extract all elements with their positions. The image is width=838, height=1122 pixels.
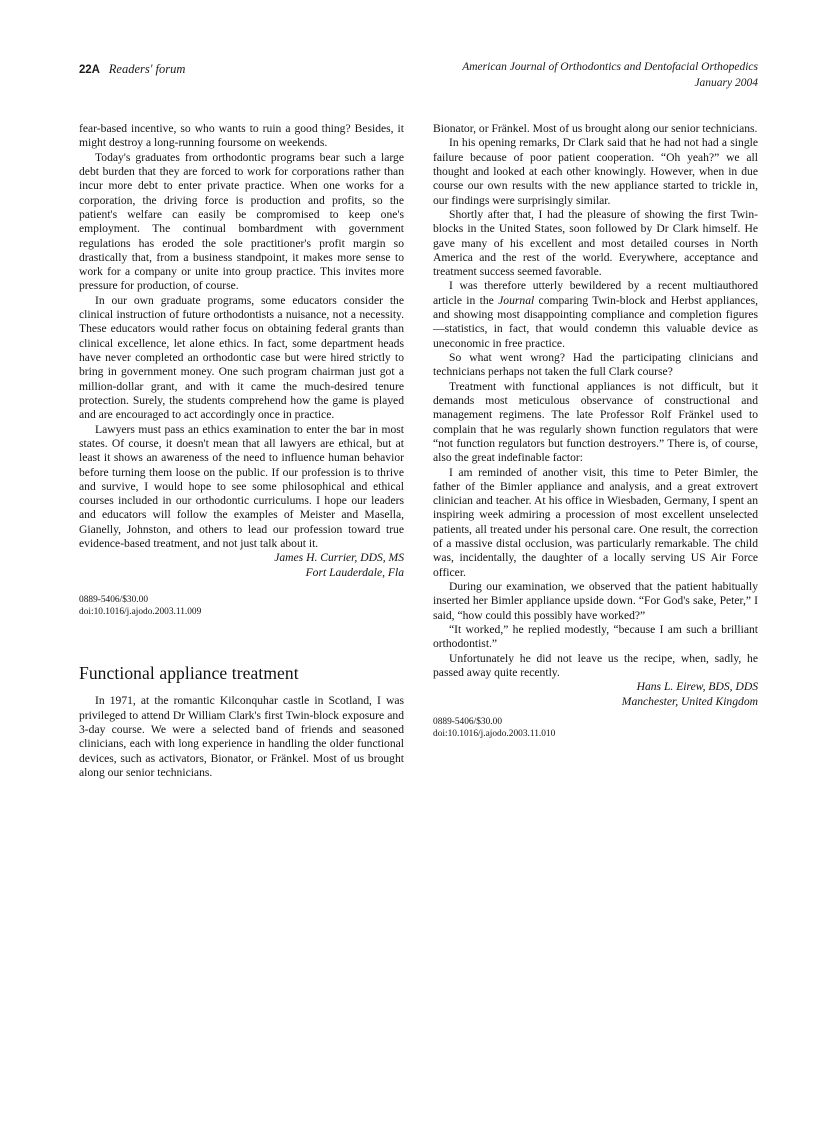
- article-title: Functional appliance treatment: [79, 663, 299, 684]
- journal-italic-mention: Journal: [498, 293, 535, 307]
- signature-affiliation: Manchester, United Kingdom: [621, 694, 758, 708]
- running-head-left: [79, 60, 185, 78]
- letter-signature: [433, 680, 758, 709]
- paragraph-continuation-text: Bionator, or Fränkel. Most of us brought along our senior technicians.: [433, 122, 758, 135]
- doi-code: doi:10.1016/j.ajodo.2003.11.010: [433, 729, 556, 740]
- paragraph: During our examination, we observed that the patient habitually inserted her Bimler appliance upside down. “For God's sake, Peter,” I said, “how could this possibly have worked?”: [433, 580, 758, 622]
- paragraph: In 1971, at the romantic Kilconquhar castle in Scotland, I was privileged to attend Dr William Clark's first Twin-block exposure and 3-day course. We were a selected band of friends and seasoned clinicians, each with long experience in handling the older functional devices, such as activators, Bionator, or Fränkel. Most of us brought along our senior technicians.: [79, 694, 404, 779]
- doi-code: doi:10.1016/j.ajodo.2003.11.009: [79, 607, 202, 618]
- paragraph: Lawyers must pass an ethics examination to enter the bar in most states. Of course, it doesn't mean that all lawyers are ethical, but at least it shows an awareness of the need to influence human behavior before turning them loose on the public. If our profession is to thrive and survive, I would hope to see some philosophical and ethical courses included in our orthodontic curriculums. I hope our leaders and educators will follow the examples of Meister and Masella, Gianelly, Johnston, and others to lead our profession toward true evidence-based treatment, and not just talk about it.: [79, 422, 404, 551]
- signature-affiliation: Fort Lauderdale, Fla: [305, 565, 404, 579]
- article-codes: [433, 716, 758, 740]
- issn-code: 0889-5406/$30.00: [433, 716, 503, 727]
- signature-author: Hans L. Eirew, BDS, DDS: [636, 680, 758, 694]
- paragraph: In our own graduate programs, some educators consider the clinical instruction of future orthodontists a nuisance, not a necessity. These educators would rather focus on obtaining federal grants than clinical excellence, let alone ethics. In fact, some department heads have never completed an orthodontic case but were hired strictly to bring in government money. One such program chairman just got a million-dollar grant, and with it came the much-desired tenure protection. Surely, the students comprehend how the game is played and are encouraged to act accordingly once in practice.: [79, 293, 404, 422]
- right-column: [433, 122, 758, 740]
- paragraph: So what went wrong? Had the participating clinicians and technicians perhaps not taken the full Clark course?: [433, 351, 758, 379]
- section-title: Readers' forum: [108, 62, 186, 76]
- reference-text-after: comparing Twin-block and Herbst appliances, and showing most disappointing compliance and completion figures—statistics, in fact, that would condemn this valuable device as uneconomic in free practice.: [433, 293, 758, 350]
- paragraph: Treatment with functional appliances is not difficult, but it demands most meticulous observance of constructional and management regimens. The late Professor Rolf Fränkel used to complain that he was regularly shown function regulators that were “not function regulators but function destroyers.” There is, of course, also the great indefinable factor:: [433, 379, 758, 465]
- paragraph: Shortly after that, I had the pleasure of showing the first Twin-blocks in the United States, soon followed by Dr Clark himself. He gave many of his excellent and most detailed courses in North America and the rest of the world. Everywhere, acceptance and treatment success seemed favorable.: [433, 207, 758, 279]
- paragraph: In his opening remarks, Dr Clark said that he had not had a single failure because of poor patient cooperation. “Oh yeah?” we all thought and looked at each other knowingly. However, when in due course our own results with the new appliance started to trickle in, our findings were surprisingly similar.: [433, 136, 758, 207]
- running-head: [79, 60, 758, 96]
- paragraph: Unfortunately he did not leave us the recipe, when, sadly, he passed away quite recently.: [433, 651, 758, 679]
- paragraph: “It worked,” he replied modestly, “because I am such a brilliant orthodontist.”: [433, 622, 758, 651]
- running-head-right: [462, 60, 758, 91]
- issue-date: January 2004: [694, 76, 758, 89]
- letter-signature: [79, 551, 404, 580]
- article-codes: [79, 594, 404, 618]
- paragraph-continuation: [433, 122, 758, 136]
- journal-name: American Journal of Orthodontics and Dentofacial Orthopedics: [462, 61, 758, 73]
- reference-text-before: I was therefore utterly bewildered by a recent multiauthored article in the: [433, 279, 758, 307]
- paragraph: I am reminded of another visit, this time to Peter Bimler, the father of the Bimler appliance and analysis, and a great extrovert clinician and teacher. At his office in Wiesbaden, Germany, I spent an inspiring week admiring a procession of most excellent unselected patients, all treated under his personal care. One result, the correction of a massive distal occlusion, was particularly remarkable. The child was, incidentally, the daughter of a locally serving US Air Force officer.: [433, 465, 758, 579]
- left-column: [79, 122, 404, 780]
- signature-author: James H. Currier, DDS, MS: [274, 551, 404, 565]
- paragraph: fear-based incentive, so who wants to ruin a good thing? Besides, it might destroy a long-running foursome on weekends.: [79, 122, 404, 150]
- issn-code: 0889-5406/$30.00: [79, 595, 149, 605]
- paragraph-with-journal-reference: [433, 279, 758, 351]
- page-folio: 22A: [79, 64, 100, 76]
- paragraph: Today's graduates from orthodontic programs bear such a large debt burden that they are forced to work for corporations rather than incur more debt to enter private practice. When one works for a corporation, the driving force is production and profits, so the patient's welfare can easily be compromised to keep one's employment. The continual bombardment with government regulations has eroded the sole practitioner's profit margin so drastically that, from a business standpoint, it makes more sense to work for a company or unite into group practice. This invites more pressure for production, of course.: [79, 150, 404, 293]
